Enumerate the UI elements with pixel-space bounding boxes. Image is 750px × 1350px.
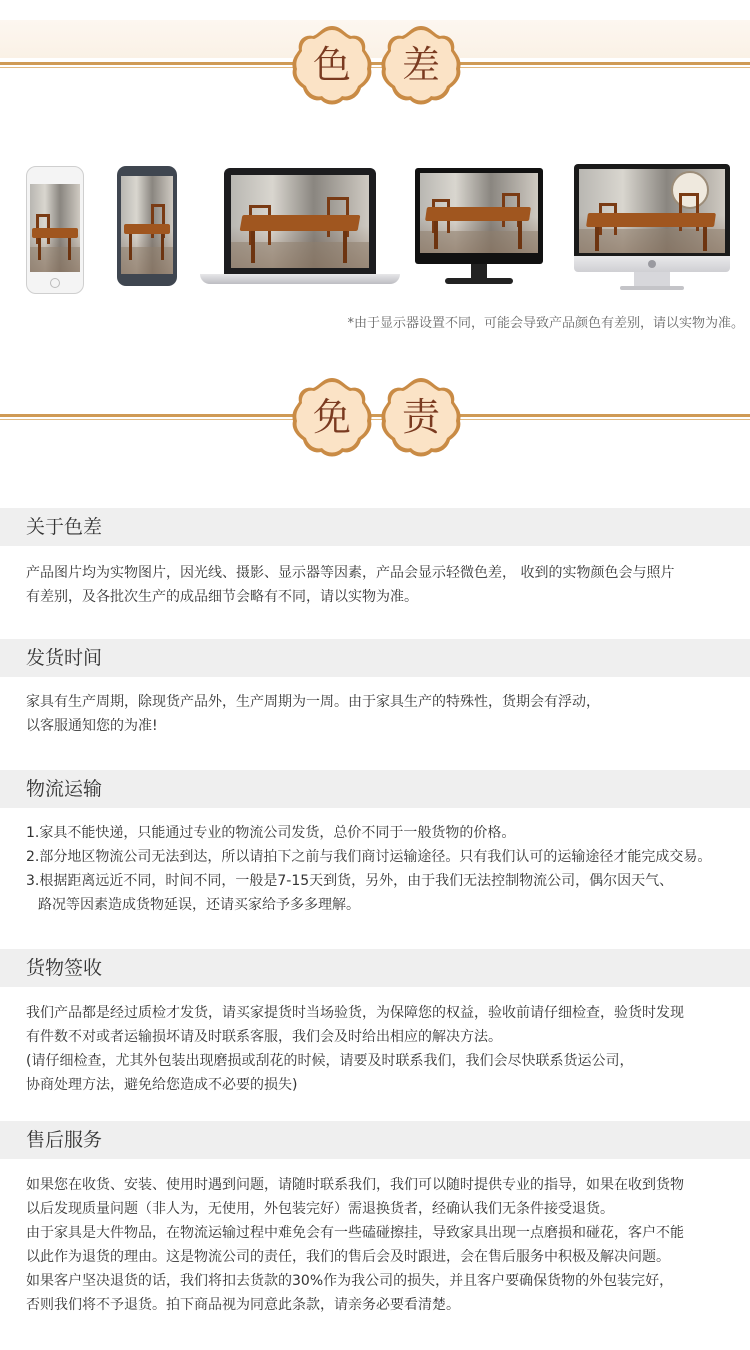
paragraph-line: 有件数不对或者运输损坏请及时联系客服，我们会及时给出相应的解决方法。 bbox=[26, 1029, 502, 1045]
paragraph-line: 如果您在收货、安装、使用时遇到问题，请随时联系我们，我们可以随时提供专业的指导，如果在收到货物 bbox=[26, 1177, 684, 1193]
section-title: 售后服务 bbox=[26, 1129, 103, 1151]
paragraph-line: 以客服通知您的为准! bbox=[26, 718, 158, 734]
section-header-after-sales bbox=[0, 1121, 750, 1159]
paragraph-line: 协商处理方法，避免给您造成不必要的损失) bbox=[26, 1077, 298, 1093]
disclaimer-banner bbox=[0, 372, 750, 472]
laptop-icon bbox=[200, 168, 400, 292]
banner-band bbox=[0, 20, 750, 58]
section-header-logistics bbox=[0, 770, 750, 808]
section-title: 货物签收 bbox=[26, 957, 103, 979]
paragraph-line: 3.根据距离远近不同，时间不同，一般是7-15天到货，另外，由于我们无法控制物流公司，偶尔因天气、 bbox=[26, 873, 674, 889]
banner-title-char: 责 bbox=[401, 395, 440, 439]
banner-rule-thin bbox=[0, 419, 750, 420]
section-title: 发货时间 bbox=[26, 647, 103, 669]
paragraph-line: 路况等因素造成货物延误，还请买家给予多多理解。 bbox=[38, 897, 360, 913]
banner-rule bbox=[0, 62, 750, 65]
white-phone-icon bbox=[26, 166, 84, 294]
paragraph-line: 1.家具不能快递，只能通过专业的物流公司发货，总价不同于一般货物的价格。 bbox=[26, 825, 516, 841]
banner-rule bbox=[0, 414, 750, 417]
section-body-shipping-time bbox=[26, 690, 741, 738]
section-body-logistics bbox=[26, 821, 741, 917]
paragraph-line: (请仔细检查，尤其外包装出现磨损或刮花的时候，请要及时联系我们，我们会尽快联系货运公司， bbox=[26, 1053, 634, 1069]
banner-badge-1 bbox=[289, 374, 375, 460]
paragraph-line: 我们产品都是经过质检才发货，请买家提货时当场验货，为保障您的权益，验收前请仔细检查，验货时发现 bbox=[26, 1005, 684, 1021]
banner-badge-2 bbox=[378, 374, 464, 460]
banner-title-char: 免 bbox=[312, 395, 351, 439]
section-header-color-difference bbox=[0, 508, 750, 546]
section-title: 关于色差 bbox=[26, 516, 103, 538]
banner-title-char: 色 bbox=[312, 43, 351, 87]
section-title: 物流运输 bbox=[26, 778, 103, 800]
paragraph-line: 以此作为退货的理由。这是物流公司的责任，我们的售后会及时跟进，会在售后服务中积极及解决问题。 bbox=[26, 1249, 670, 1265]
section-body-goods-receipt bbox=[26, 1001, 741, 1097]
paragraph-line: 如果客户坚决退货的话，我们将扣去货款的30%作为我公司的损失，并且客户要确保货物的外包装完好， bbox=[26, 1273, 674, 1289]
section-body-after-sales bbox=[26, 1173, 741, 1317]
paragraph-line: 2.部分地区物流公司无法到达，所以请拍下之前与我们商讨运输途径。只有我们认可的运输途径才能完成交易。 bbox=[26, 849, 712, 865]
imac-icon bbox=[574, 164, 730, 294]
device-comparison-row bbox=[0, 160, 750, 300]
color-difference-banner bbox=[0, 20, 750, 120]
paragraph-line: 由于家具是大件物品，在物流运输过程中难免会有一些磕碰擦挂，导致家具出现一点磨损和碰花，客户不能 bbox=[26, 1225, 684, 1241]
monitor-icon bbox=[415, 168, 543, 292]
paragraph-line: 以后发现质量问题（非人为，无使用，外包装完好）需退换货者，经确认我们无条件接受退货。 bbox=[26, 1201, 614, 1217]
section-header-goods-receipt bbox=[0, 949, 750, 987]
banner-title-char: 差 bbox=[401, 43, 440, 87]
section-body-color-difference bbox=[26, 561, 741, 609]
banner-rule-thin bbox=[0, 67, 750, 68]
banner-badge-1 bbox=[289, 22, 375, 108]
paragraph-line: 否则我们将不予退货。拍下商品视为同意此条款，请亲务必要看清楚。 bbox=[26, 1297, 460, 1313]
color-difference-note: *由于显示器设置不同，可能会导致产品颜色有差别，请以实物为准。 bbox=[347, 316, 744, 331]
paragraph-line: 产品图片均为实物图片，因光线、摄影、显示器等因素，产品会显示轻微色差， 收到的实物颜色会与照片 bbox=[26, 565, 675, 581]
paragraph-line: 有差别，及各批次生产的成品细节会略有不同，请以实物为准。 bbox=[26, 589, 418, 605]
black-phone-icon bbox=[117, 166, 177, 286]
paragraph-line: 家具有生产周期，除现货产品外，生产周期为一周。由于家具生产的特殊性，货期会有浮动， bbox=[26, 694, 600, 710]
banner-badge-2 bbox=[378, 22, 464, 108]
section-header-shipping-time bbox=[0, 639, 750, 677]
